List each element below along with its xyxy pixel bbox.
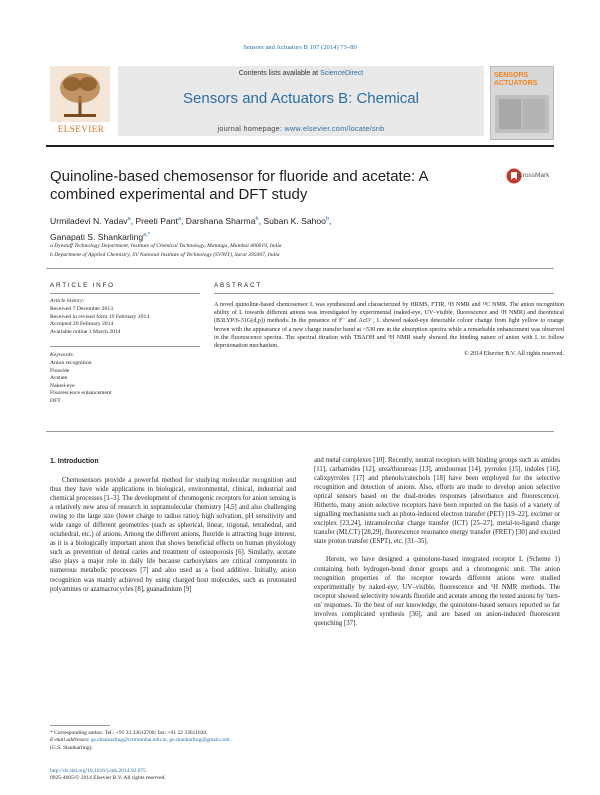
intro-paragraph: Chemosensors provide a powerful method for studying molecular recognition and thus they have wide applications in biological, environmental, clinical, industrial and chemical processes [1–3]. The development of chromogenic receptors for anion sensing is a relatively new area of research in supramolecular chemistry [4,5] and also challenging owing to the large size (lower charge to radius ratio), high solvation, pH sensitivity and wide range of different geometries (such as spherical, linear, trigonal, tetrahedral, and octahedral, etc.) of anions. Among the different anions, fluoride is attracting huge interest, as it is a biologically important anion that shows beneficial effects on human physiology such as prevention of dental caries and treatment of osteoporosis [6]. Similarly, acetate also plays a major role in daily life because carboxylates are critical components in numerous metabolic processes [7] and also used as a food additive. Initially, anion recognition was mainly achieved by using charged host molecules, such as protonated polyamines or azamacrocycles [8], guanadinium [9]: [50, 477, 296, 593]
abstract-copyright: © 2014 Elsevier B.V. All rights reserved.: [463, 351, 564, 358]
intro-left-column: [50, 476, 296, 603]
author-affil-mark: b: [255, 216, 259, 222]
affiliation-b: b Department of Applied Chemistry, SV National Institute of Technology (SVNIT), Surat 395007, India: [50, 252, 280, 258]
author-affil-mark: b: [325, 216, 330, 222]
cover-title-line2: ACTUATORS: [494, 80, 538, 87]
history-item: Available online 1 March 2014: [50, 328, 121, 335]
keyword-list: [50, 360, 210, 406]
article-info-rule: [50, 293, 200, 294]
abstract-heading: ABSTRACT: [214, 282, 262, 289]
homepage-label: journal homepage:: [217, 124, 285, 133]
history-item: Received in revised form 19 February 2014: [50, 313, 150, 320]
keyword: Naked-eye: [50, 382, 75, 389]
abstract-text: A novel quinoline-based chemosensor L was synthesized and characterized by HRMS, FTIR, ¹H NMR and ¹³C NMR. The anion recognition ability of L towards different anions was investigated by experimental (naked-eye, UV–visible, fluorescence and ¹H NMR) and theoretical (B3LYP/6-31G(d,p)) methods. In the presence of F⁻ and AcO⁻, L showed naked-eye detectable colour change from light yellow to orange brown with the appearance of a new charge transfer band at ~530 nm in the absorption spectra while a remarkable enhancement was observed in the fluorescence spectra. The spectral titration with TBAOH and ¹H NMR study showed the binding nature of anion with L to follow deprotonation mechanism.: [214, 302, 564, 350]
keyword: Acetate: [50, 375, 68, 382]
homepage-link[interactable]: www.elsevier.com/locate/snb: [284, 124, 385, 133]
keywords-rule: [50, 346, 200, 347]
article-history: [50, 306, 210, 336]
author-name[interactable]: Preeti Pant: [135, 215, 178, 226]
intro-paragraph: and metal complexes [10]. Recently, neutral receptors with binding groups such as amides [11], carbamides [12], urea/thioureas [13], amidoureas [14], pyrroles [15], indoles [16], calixpyrroles [17] and phenols/catechols [18] have been employed for the selective recognition and detection of anions. Also, efforts are made to develop anion selective optical sensors based on the dual-modes responses (absorbance and fluorescence). Hitherto, many anion selective receptors have been reported on the basis of a variety of signalling mechanisms such as photo-induced electron transfer (PET) [19–22], excimer or exciplex [23,24], intramolecular charge transfer (ICT) [25–27], metal-to-ligand charge transfer (MLCT) [28,29], fluorescence resonance energy transfer (FRET) [30] and excited state proton transfer (ESPT), etc. [31–35].: [314, 457, 560, 546]
journal-name: Sensors and Actuators B: Chemical: [183, 90, 419, 107]
abstract-bottom-rule: [46, 431, 554, 432]
crossmark-label[interactable]: CrossMark: [518, 172, 550, 179]
affiliation-rule: [46, 268, 554, 269]
header-rule: [46, 145, 554, 147]
contents-line: [118, 70, 484, 77]
section-heading-introduction: 1. Introduction: [50, 458, 99, 465]
intro-right-column: [314, 456, 560, 637]
author-name[interactable]: Darshana Sharma: [185, 215, 256, 226]
article-title: Quinoline-based chemosensor for fluoride and acetate: A combined experimental and DFT study: [50, 168, 428, 203]
history-item: Accepted 20 February 2014: [50, 321, 114, 328]
email-suffix: (G.S. Shankarling).: [50, 744, 93, 751]
affiliation-a: a Dyestuff Technology Department, Institute of Chemical Technology, Matunga, Mumbai 400019, India: [50, 243, 282, 249]
abstract-rule: [214, 293, 554, 294]
author-affil-mark: a,*: [143, 231, 150, 238]
keyword: DFT: [50, 397, 61, 404]
history-item: Received 7 December 2013: [50, 306, 114, 312]
keyword: Anion recognition: [50, 360, 92, 366]
journal-homepage: [118, 124, 484, 133]
author-name[interactable]: Ganapati S. Shankarling: [50, 231, 144, 242]
author-name[interactable]: Suban K. Sahoo: [263, 215, 326, 226]
corresponding-author: * Corresponding author. Tel.: +91 22 33612708; fax: +91 22 33611020.: [50, 730, 208, 736]
footnote-rule: [50, 725, 110, 726]
author-list: Urmiladevi N. Yadav$^a$, Preeti Pant$^a$, Darshana Sharma$^b$, Suban K. Sahoo$^b$, Ganapati S. Shankarling$^{a,*}$: [50, 215, 332, 242]
author-name[interactable]: Urmiladevi N. Yadav: [50, 215, 128, 226]
keyword: Fluoride: [50, 367, 70, 374]
elsevier-wordmark: ELSEVIER: [57, 124, 105, 134]
footnote: [50, 730, 300, 752]
journal-reference[interactable]: Sensors and Actuators B 197 (2014) 73–80: [243, 44, 357, 51]
keywords-label: Keywords:: [50, 352, 75, 358]
author-affil-mark: a: [177, 216, 181, 222]
article-history-label: Article history:: [50, 298, 85, 304]
rights-line: 0925-4005/© 2014 Elsevier B.V. All rights reserved.: [50, 775, 166, 782]
author-affil-mark: a: [127, 216, 131, 222]
cover-title-line1: SENSORS: [494, 72, 529, 79]
article-info-heading: ARTICLE INFO: [50, 282, 115, 289]
keyword: Fluorescence enhancement: [50, 390, 112, 397]
abstract-body: [214, 301, 564, 358]
email-line: [50, 737, 300, 744]
contents-prefix: Contents lists available at: [238, 70, 321, 77]
email-links[interactable]: gs.shankarling@ictmumbai.edu.in, gs.shankarling@gmail.com: [91, 737, 230, 744]
cover-title: [494, 72, 550, 88]
sciencedirect-link[interactable]: ScienceDirect: [320, 70, 364, 77]
doi-link[interactable]: http://dx.doi.org/10.1016/j.snb.2014.02.075: [50, 768, 147, 774]
intro-paragraph: Herein, we have designed a quinolone-based integrated receptor L (Scheme 1) containing both hydrogen-bond donor groups and a chromogenic unit. The anion recognition properties of the receptor towards different anions were studied experimentally by naked-eye, UV–visible, fluorescence and ¹H NMR methods. The receptor showed selectivity towards fluoride and acetate among the tested anions by 'turn-on' responses. To the best of our knowledge, the quinolone-based sensors reported so far involves complicated synthesis [36], and are based on anion-induced fluorescent quenching [37].: [314, 556, 560, 627]
email-label: E-mail addresses:: [50, 737, 92, 744]
page-footer: [50, 768, 300, 783]
